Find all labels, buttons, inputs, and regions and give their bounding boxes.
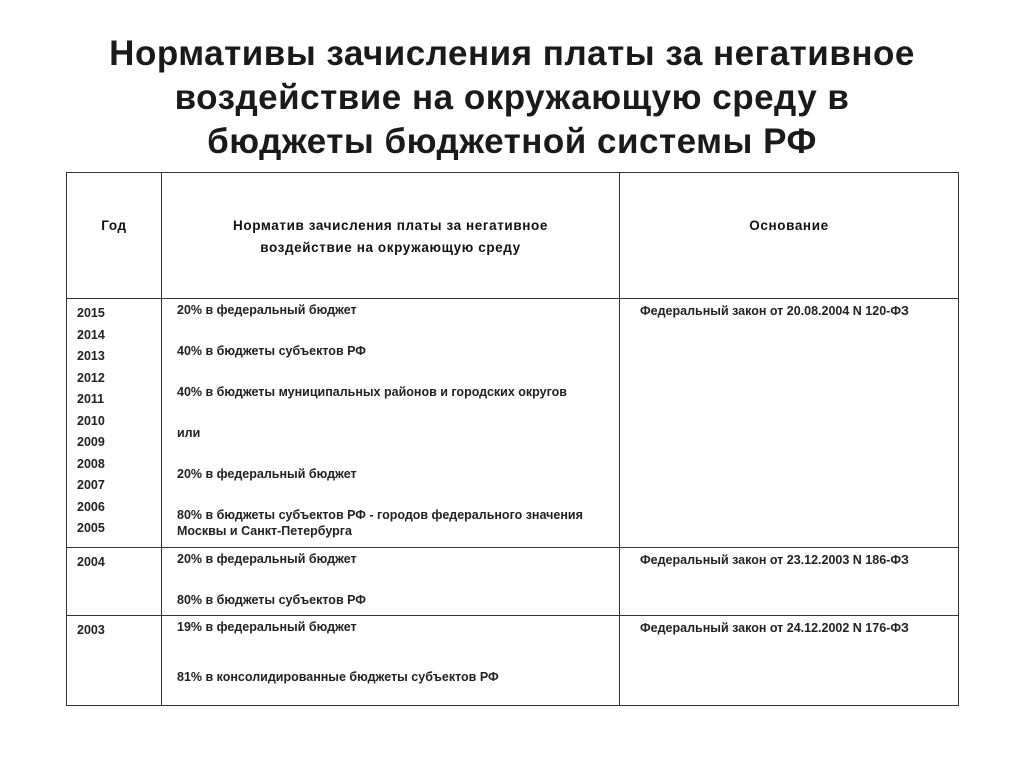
year-cell (67, 616, 162, 706)
year: 2003 (77, 623, 105, 637)
basis-cell (620, 548, 959, 616)
norm-item: 19% в федеральный бюджет (177, 620, 357, 634)
norm-cell (162, 548, 620, 616)
year: 2004 (77, 555, 105, 569)
title-line: Нормативы зачисления платы за негативное (109, 34, 915, 73)
norm-item: 80% в бюджеты субъектов РФ - городов федерального значения Москвы и Санкт-Петербурга (177, 508, 583, 538)
year: 2007 (77, 478, 105, 492)
title-line: воздействие на окружающую среду в (174, 78, 850, 117)
year: 2008 (77, 456, 105, 471)
year: 2011 (77, 392, 105, 406)
year: 2013 (77, 349, 105, 363)
norm-item: 81% в консолидированные бюджеты субъектов РФ (177, 670, 499, 684)
basis-cell (620, 616, 959, 706)
norm-item: 20% в федеральный бюджет (177, 303, 357, 317)
norm-cell (162, 299, 620, 548)
basis-text: Федеральный закон от 20.08.2004 N 120-ФЗ (640, 304, 909, 318)
norm-item: или (177, 426, 201, 440)
year: 2010 (77, 413, 105, 428)
basis-text: Федеральный закон от 23.12.2003 N 186-ФЗ (640, 553, 909, 567)
year: 2009 (77, 435, 105, 449)
table-row (67, 299, 959, 548)
norm-item: 40% в бюджеты муниципальных районов и городских округов (177, 385, 567, 399)
title-line: бюджеты бюджетной системы РФ (207, 122, 817, 161)
norm-item: 20% в федеральный бюджет (177, 467, 357, 481)
header-year: Год (67, 173, 162, 299)
norm-item: 40% в бюджеты субъектов РФ (177, 344, 366, 358)
year: 2014 (77, 327, 105, 342)
basis-text: Федеральный закон от 24.12.2002 N 176-ФЗ (640, 621, 909, 635)
table-header-row (67, 173, 959, 299)
header-norm: Норматив зачисления платы за негативное воздействие на окружающую среду (162, 173, 620, 299)
norms-table (66, 172, 959, 706)
table-row (67, 548, 959, 616)
year: 2015 (77, 306, 105, 320)
slide-title (40, 32, 984, 164)
table-row (67, 616, 959, 706)
norm-item: 20% в федеральный бюджет (177, 552, 357, 566)
header-basis: Основание (620, 173, 959, 299)
basis-cell (620, 299, 959, 548)
norm-item: 80% в бюджеты субъектов РФ (177, 593, 366, 607)
year: 2006 (77, 499, 105, 514)
norm-cell (162, 616, 620, 706)
year-cell (67, 548, 162, 616)
year: 2012 (77, 370, 105, 385)
year-cell (67, 299, 162, 548)
year: 2005 (77, 521, 105, 535)
